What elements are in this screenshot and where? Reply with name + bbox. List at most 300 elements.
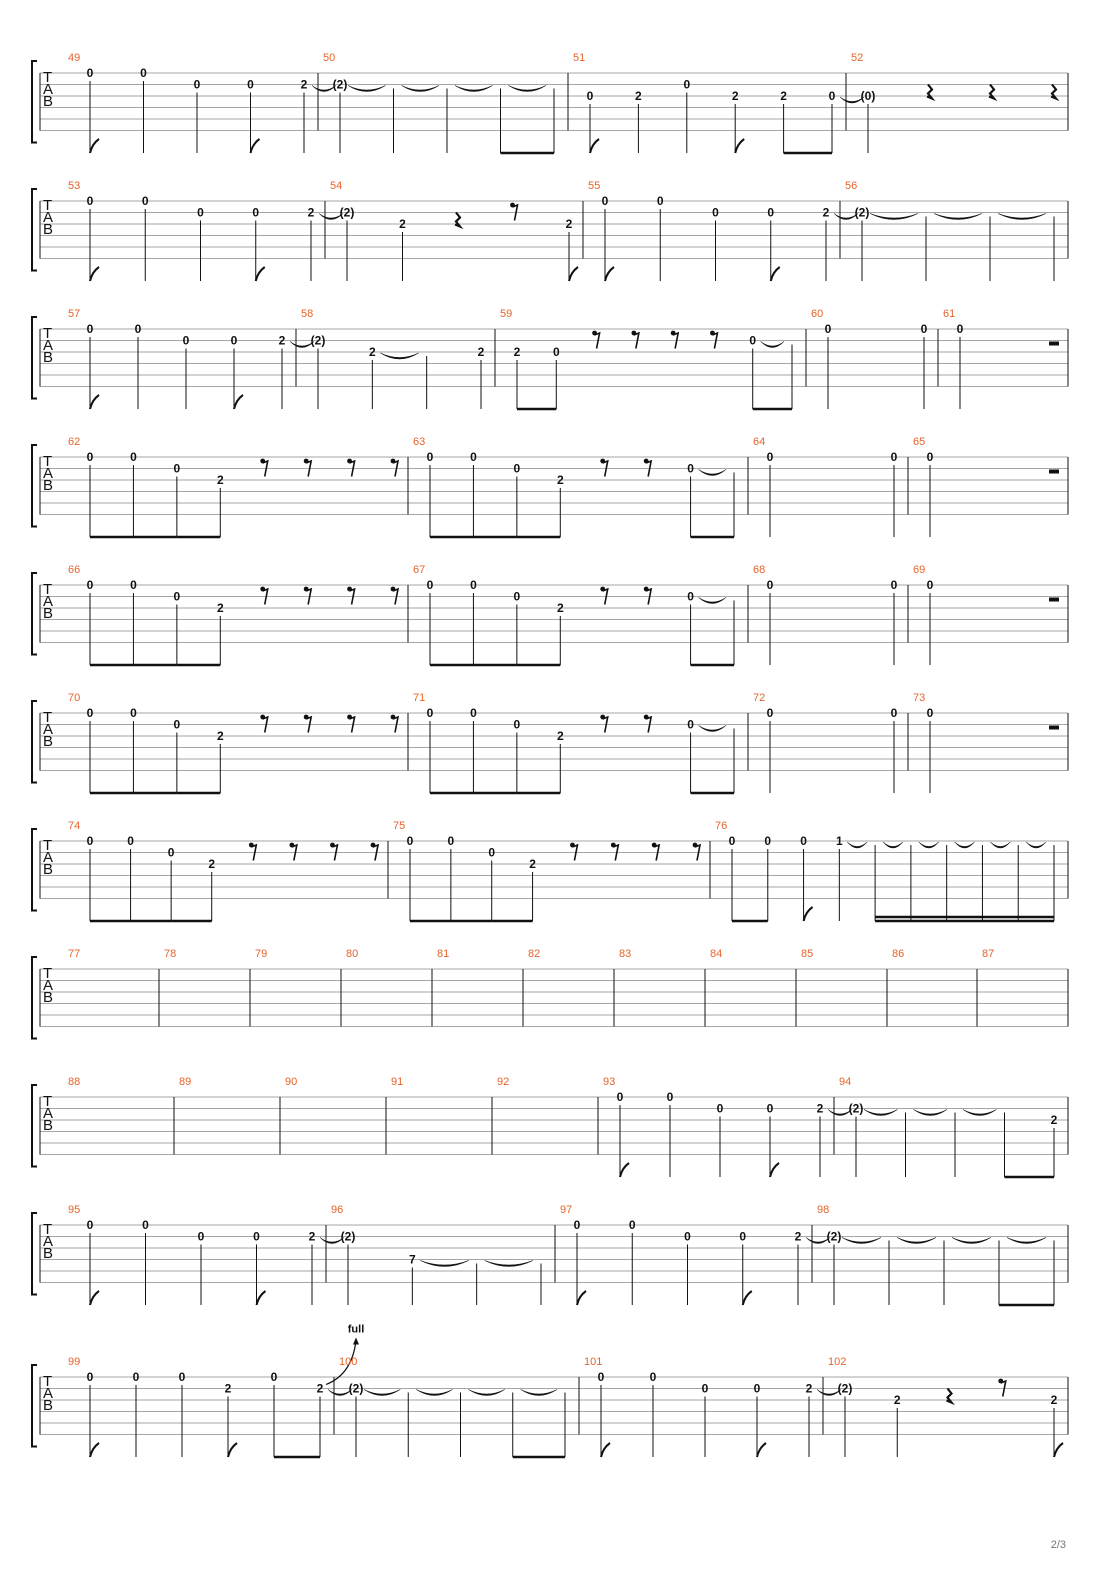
fret-number: 0 <box>828 89 836 103</box>
tie-arc <box>420 1261 468 1267</box>
fret-number: 0 <box>890 450 898 464</box>
fret-number: 0 <box>766 706 774 720</box>
fret-number: 0 <box>426 450 434 464</box>
measure-number: 57 <box>68 308 81 320</box>
fret-number: 2 <box>794 1229 802 1244</box>
measure <box>817 1204 1054 1305</box>
fret-number: 2 <box>308 1229 316 1244</box>
fret-number: (2) <box>848 1101 864 1116</box>
measure-number: 80 <box>346 948 359 960</box>
measure-number: 79 <box>255 948 268 960</box>
measure <box>413 692 734 793</box>
measure <box>68 692 398 793</box>
measure <box>715 820 1054 921</box>
measure-number: 88 <box>68 1076 81 1088</box>
measure <box>391 1076 403 1088</box>
measure <box>413 436 734 537</box>
fret-number: 2 <box>805 1381 813 1396</box>
measure <box>68 948 80 960</box>
measure-number: 67 <box>413 564 426 576</box>
fret-number: 1 <box>835 834 843 848</box>
tie-arc <box>509 86 547 92</box>
eighth-flag <box>735 139 744 153</box>
fret-number: 2 <box>565 217 573 231</box>
fret-number: 2 <box>399 217 406 231</box>
tie-arc <box>455 86 493 92</box>
eighth-flag <box>90 139 99 153</box>
tie-arc <box>952 1238 991 1244</box>
fret-number: 2 <box>216 473 224 487</box>
measure-number: 61 <box>943 308 956 320</box>
eighth-flag <box>577 1291 586 1305</box>
system-bracket <box>32 1365 37 1447</box>
fret-number: 0 <box>687 717 694 732</box>
fret-number: 0 <box>728 834 736 848</box>
fret-number: 0 <box>920 322 928 336</box>
fret-number: 0 <box>130 450 137 464</box>
fret-number: 0 <box>86 66 94 80</box>
fret-number: 0 <box>586 89 594 103</box>
eighth-flag <box>770 1163 779 1177</box>
measure <box>68 180 343 281</box>
fret-number: 0 <box>252 205 260 220</box>
eighth-flag <box>256 267 265 281</box>
fret-number: 0 <box>86 834 94 848</box>
measure-number: 97 <box>560 1204 573 1216</box>
eighth-flag <box>90 1443 99 1457</box>
fret-number: 0 <box>687 589 694 604</box>
tie-arc <box>1026 842 1046 848</box>
tab-clef-letter: T <box>43 69 53 86</box>
measure <box>68 436 398 537</box>
fret-number: (2) <box>339 205 355 220</box>
tie-arc <box>864 1110 898 1116</box>
fret-number: 0 <box>687 461 694 476</box>
fret-number: 0 <box>270 1370 278 1384</box>
quarter-rest <box>455 213 460 227</box>
tab-clef-letter: A <box>43 1233 54 1250</box>
fret-number: 0 <box>406 834 414 848</box>
tab-system <box>32 1204 1068 1305</box>
tie-arc <box>934 214 982 220</box>
measure <box>500 308 792 409</box>
tie-arc <box>919 842 939 848</box>
measure-number: 59 <box>500 308 513 320</box>
measure-number: 94 <box>839 1076 852 1088</box>
fret-number: 0 <box>86 322 94 336</box>
fret-number: 0 <box>178 1370 186 1384</box>
eighth-flag <box>771 267 780 281</box>
tab-clef-letter: A <box>43 81 54 98</box>
fret-number: 2 <box>1050 1113 1058 1127</box>
tie-arc <box>897 1238 936 1244</box>
system-bracket <box>32 445 37 527</box>
fret-number: 0 <box>470 706 477 720</box>
fret-number: 0 <box>173 461 181 476</box>
eighth-flag <box>601 1443 610 1457</box>
tie-arc <box>847 842 867 848</box>
measure-number: 52 <box>851 52 864 64</box>
quarter-rest <box>1051 85 1056 99</box>
fret-number: 0 <box>926 706 934 720</box>
measure-number: 55 <box>588 180 601 192</box>
tie-arc <box>699 726 726 732</box>
system-bracket <box>32 1085 37 1167</box>
fret-number: 2 <box>278 333 286 348</box>
tie-arc <box>699 598 726 604</box>
fret-number: 0 <box>800 834 807 848</box>
fret-number: (2) <box>310 333 326 348</box>
fret-number: 2 <box>556 473 564 487</box>
fret-number: (0) <box>860 89 876 103</box>
half-rest <box>1049 598 1059 602</box>
tab-clef-letter: B <box>43 1117 54 1134</box>
measure <box>913 436 1059 537</box>
fret-number: 0 <box>701 1381 709 1396</box>
fret-number: 2 <box>224 1381 232 1396</box>
fret-number: (2) <box>348 1381 364 1396</box>
fret-number: 2 <box>208 857 216 871</box>
measure-number: 76 <box>715 820 728 832</box>
fret-number: 0 <box>173 717 181 732</box>
measure <box>710 948 722 960</box>
measure-number: 74 <box>68 820 81 832</box>
bend-arrowhead <box>353 1338 359 1345</box>
eighth-flag <box>90 267 99 281</box>
fret-number: 0 <box>684 1229 691 1244</box>
fret-number: 0 <box>824 322 832 336</box>
quarter-rest <box>989 85 994 99</box>
measure <box>528 948 540 960</box>
tab-clef-letter: T <box>43 581 53 598</box>
measure <box>68 308 314 409</box>
fret-number: 0 <box>552 345 560 359</box>
measure-number: 90 <box>285 1076 298 1088</box>
tab-clef-letter: T <box>43 325 53 342</box>
measure-number: 66 <box>68 564 81 576</box>
tab-system <box>32 1324 1068 1458</box>
measure-number: 62 <box>68 436 81 448</box>
system-bracket <box>32 317 37 399</box>
measure <box>839 1076 1058 1177</box>
tab-clef-letter: T <box>43 965 53 982</box>
fret-number: 0 <box>766 450 774 464</box>
fret-number: 0 <box>426 578 434 592</box>
measure-number: 56 <box>845 180 858 192</box>
fret-number: 0 <box>182 333 190 348</box>
fret-number: 0 <box>683 77 691 92</box>
eighth-flag <box>228 1443 237 1457</box>
measure <box>393 820 700 921</box>
fret-number: 0 <box>766 1101 774 1116</box>
tab-clef-letter: B <box>43 605 54 622</box>
tab-clef-letter: B <box>43 733 54 750</box>
measure <box>339 1356 565 1457</box>
fret-number: 0 <box>127 834 134 848</box>
fret-number: 0 <box>749 333 757 348</box>
measure-number: 89 <box>179 1076 192 1088</box>
tab-clef-letter: B <box>43 349 54 366</box>
fret-number: 2 <box>822 205 830 220</box>
system-bracket <box>32 829 37 911</box>
eighth-flag <box>569 267 578 281</box>
fret-number: 0 <box>86 706 94 720</box>
fret-number: 0 <box>470 450 477 464</box>
eighth-flag <box>757 1443 766 1457</box>
eighth-flag <box>620 1163 629 1177</box>
measure <box>851 52 1056 153</box>
tab-clef-letter: A <box>43 1105 54 1122</box>
tie-arc <box>469 1390 505 1396</box>
measure <box>346 948 358 960</box>
tab-clef-letter: T <box>43 1373 53 1390</box>
half-rest <box>1049 470 1059 474</box>
fret-number: 0 <box>173 589 181 604</box>
fret-number: 0 <box>447 834 455 848</box>
tab-system <box>32 180 1068 281</box>
tab-system <box>32 52 1068 153</box>
fret-number: 0 <box>890 706 898 720</box>
fret-number: 2 <box>780 89 787 103</box>
measure <box>301 308 485 409</box>
fret-number: 0 <box>86 1218 94 1232</box>
measure-number: 58 <box>301 308 314 320</box>
measure-number: 99 <box>68 1356 81 1368</box>
system-bracket <box>32 701 37 783</box>
measure <box>413 564 734 665</box>
fret-number: 0 <box>649 1370 657 1384</box>
measure <box>573 52 864 153</box>
tie-arc <box>914 1110 948 1116</box>
measure <box>560 1204 830 1305</box>
fret-number: 0 <box>753 1381 761 1396</box>
measure-number: 101 <box>584 1356 603 1368</box>
tie-arc <box>963 1110 997 1116</box>
fret-number: 2 <box>529 857 536 871</box>
tab-clef-letter: A <box>43 721 54 738</box>
fret-number: 0 <box>890 578 898 592</box>
fret-number: 2 <box>893 1393 901 1407</box>
fret-number: 0 <box>193 77 201 92</box>
fret-number: 0 <box>513 589 521 604</box>
fret-number: 0 <box>488 845 496 860</box>
tab-clef-letter: A <box>43 849 54 866</box>
measure <box>437 948 449 960</box>
measure-number: 63 <box>413 436 426 448</box>
tie-arc <box>348 86 386 92</box>
fret-number: 2 <box>1050 1393 1058 1407</box>
measure <box>619 948 631 960</box>
measure <box>255 948 267 960</box>
tie-arc <box>402 86 440 92</box>
fret-number: 2 <box>316 1381 324 1396</box>
fret-number: 0 <box>86 450 94 464</box>
fret-number: 0 <box>616 1090 624 1104</box>
measure <box>811 308 928 409</box>
measure-number: 73 <box>913 692 926 704</box>
measure-number: 91 <box>391 1076 404 1088</box>
measure <box>828 1356 1063 1457</box>
tab-clef-letter: A <box>43 465 54 482</box>
measure <box>801 948 813 960</box>
measure-number: 49 <box>68 52 81 64</box>
fret-number: 0 <box>134 322 142 336</box>
fret-number: 0 <box>739 1229 747 1244</box>
measure-number: 65 <box>913 436 926 448</box>
measure <box>68 1076 80 1088</box>
fret-number: 0 <box>253 1229 260 1244</box>
measure <box>330 180 578 281</box>
measure <box>753 692 898 793</box>
fret-number: 2 <box>556 601 564 615</box>
tie-arc <box>699 470 726 476</box>
fret-number: (2) <box>837 1381 853 1396</box>
measure <box>285 1076 297 1088</box>
measure-number: 84 <box>710 948 723 960</box>
tie-arc <box>870 214 918 220</box>
tab-system <box>32 820 1068 921</box>
fret-number: 2 <box>477 345 485 359</box>
fret-number: 2 <box>513 345 521 359</box>
tab-system <box>32 1076 1068 1177</box>
measure-number: 83 <box>619 948 632 960</box>
fret-number: 0 <box>426 706 434 720</box>
tab-clef-letter: B <box>43 861 54 878</box>
measure <box>331 1204 541 1305</box>
tab-clef-letter: A <box>43 1385 54 1402</box>
eighth-flag <box>1054 1443 1063 1457</box>
tab-clef-letter: T <box>43 837 53 854</box>
measure <box>68 52 336 153</box>
fret-number: 0 <box>197 205 204 220</box>
measure-number: 86 <box>892 948 905 960</box>
fret-number: 0 <box>926 578 934 592</box>
tab-system <box>32 564 1068 665</box>
tie-arc <box>416 1390 452 1396</box>
measure-number: 102 <box>828 1356 847 1368</box>
measure <box>68 820 378 921</box>
measure-number: 92 <box>497 1076 510 1088</box>
tab-clef-letter: A <box>43 209 54 226</box>
tab-clef-letter: B <box>43 1245 54 1262</box>
measure <box>845 180 1054 281</box>
measure-number: 70 <box>68 692 81 704</box>
system-bracket <box>32 573 37 655</box>
fret-number: 2 <box>216 729 224 743</box>
fret-number: 0 <box>141 194 149 208</box>
fret-number: 0 <box>767 205 775 220</box>
fret-number: 7 <box>408 1252 416 1267</box>
fret-number: 0 <box>86 194 94 208</box>
measure-number: 100 <box>339 1356 358 1368</box>
eighth-flag <box>804 907 813 921</box>
tab-clef-letter: T <box>43 1221 53 1238</box>
measure <box>68 1204 344 1305</box>
fret-number: 0 <box>573 1218 581 1232</box>
fret-number: 2 <box>556 729 564 743</box>
fret-number: 0 <box>764 834 772 848</box>
tie-arc <box>883 842 903 848</box>
measure <box>68 564 398 665</box>
fret-number: 0 <box>716 1101 724 1116</box>
fret-number: 0 <box>197 1229 205 1244</box>
eighth-flag <box>234 395 243 409</box>
tab-clef-letter: A <box>43 977 54 994</box>
fret-number: 0 <box>130 578 137 592</box>
tab-clef-letter: A <box>43 337 54 354</box>
system-bracket <box>32 957 37 1039</box>
fret-number: 0 <box>132 1370 140 1384</box>
fret-number: (2) <box>332 77 348 92</box>
measure <box>753 436 898 537</box>
measure-number: 85 <box>801 948 814 960</box>
fret-number: 2 <box>816 1101 824 1116</box>
tie-arc <box>842 1238 881 1244</box>
half-rest <box>1049 342 1059 346</box>
fret-number: 0 <box>130 706 137 720</box>
fret-number: 2 <box>731 89 739 103</box>
fret-number: 0 <box>656 194 664 208</box>
measure-number: 75 <box>393 820 406 832</box>
eighth-flag <box>90 1291 99 1305</box>
measure-number: 78 <box>164 948 177 960</box>
measure-number: 95 <box>68 1204 81 1216</box>
tab-clef-letter: B <box>43 221 54 238</box>
fret-number: 0 <box>140 66 147 80</box>
fret-number: 0 <box>513 461 521 476</box>
tab-clef-letter: T <box>43 197 53 214</box>
fret-number: 0 <box>666 1090 674 1104</box>
fret-number: 0 <box>513 717 521 732</box>
measure <box>913 692 1059 793</box>
measure-number: 77 <box>68 948 81 960</box>
fret-number: (2) <box>854 205 870 220</box>
fret-number: (2) <box>340 1229 356 1244</box>
tab-clef-letter: B <box>43 93 54 110</box>
fret-number: 2 <box>216 601 224 615</box>
tie-arc <box>364 1390 400 1396</box>
measure-number: 93 <box>603 1076 616 1088</box>
measure-number: 98 <box>817 1204 830 1216</box>
measure <box>68 1324 364 1458</box>
tie-arc <box>998 214 1046 220</box>
measure <box>913 564 1059 665</box>
tab-clef-letter: T <box>43 453 53 470</box>
measure-number: 82 <box>528 948 541 960</box>
tab-system <box>32 692 1068 793</box>
measure <box>588 180 858 281</box>
fret-number: 0 <box>597 1370 605 1384</box>
tab-system <box>32 308 1068 409</box>
fret-number: 2 <box>307 205 315 220</box>
measure-number: 53 <box>68 180 81 192</box>
page-number: 2/3 <box>1050 1539 1066 1551</box>
measure-number: 72 <box>753 692 766 704</box>
measure <box>753 564 898 665</box>
measure-number: 51 <box>573 52 586 64</box>
measure <box>892 948 904 960</box>
fret-number: 2 <box>368 345 376 359</box>
fret-number: 0 <box>470 578 477 592</box>
measure-number: 71 <box>413 692 426 704</box>
tab-clef-letter: A <box>43 593 54 610</box>
measure <box>323 52 554 153</box>
tab-clef-letter: T <box>43 709 53 726</box>
system-bracket <box>32 189 37 271</box>
tie-arc <box>485 1261 533 1267</box>
measure-number: 60 <box>811 308 824 320</box>
measure-number: 96 <box>331 1204 344 1216</box>
